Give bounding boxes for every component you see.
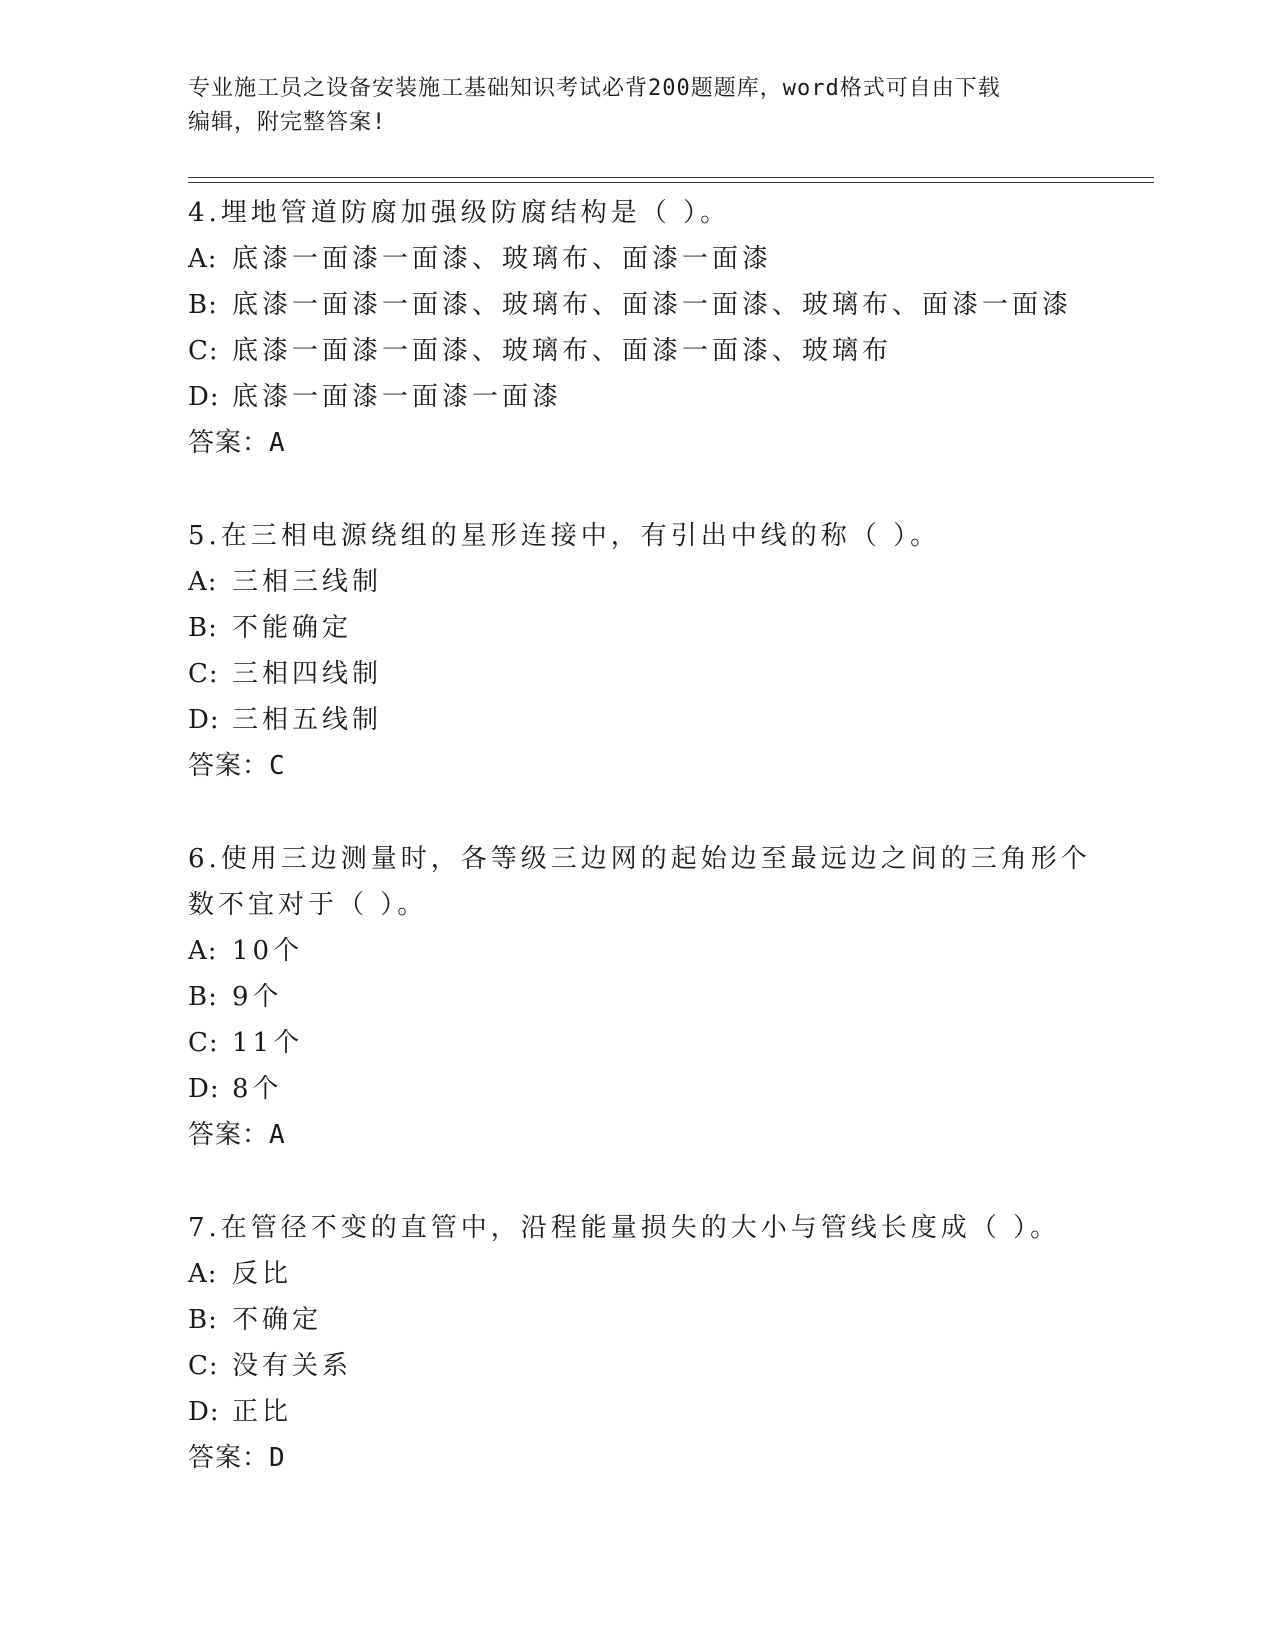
option-text: 没有关系 bbox=[232, 1351, 353, 1381]
option-b bbox=[188, 605, 1088, 651]
option-text: 三相四线制 bbox=[232, 659, 383, 689]
option-d bbox=[188, 697, 1088, 743]
option-b bbox=[188, 974, 1088, 1020]
question-stem-line: 5.在三相电源绕组的星形连接中，有引出中线的称（ ）。 bbox=[188, 521, 941, 551]
option-key: B: bbox=[188, 613, 218, 643]
option-text: 底漆一面漆一面漆、玻璃布、面漆一面漆、玻璃布 bbox=[232, 336, 893, 366]
question-stem bbox=[188, 190, 1088, 236]
option-text: 8个 bbox=[232, 1074, 283, 1104]
option-a bbox=[188, 236, 1088, 282]
option-key: C: bbox=[188, 1351, 219, 1381]
option-key: A: bbox=[188, 936, 218, 966]
option-text: 11个 bbox=[232, 1028, 304, 1058]
header-divider-top bbox=[188, 177, 1154, 178]
option-c bbox=[188, 651, 1088, 697]
option-d bbox=[188, 1066, 1088, 1112]
question-stem-line: 6.使用三边测量时，各等级三边网的起始边至最远边之间的三角形个 bbox=[188, 844, 1091, 874]
question-item bbox=[188, 513, 1088, 789]
option-a bbox=[188, 1251, 1088, 1297]
option-key: B: bbox=[188, 1305, 218, 1335]
answer-line: 答案：C bbox=[188, 751, 286, 781]
option-text: 不确定 bbox=[232, 1305, 323, 1335]
option-text: 三相五线制 bbox=[232, 705, 383, 735]
question-item bbox=[188, 1205, 1088, 1481]
option-key: A: bbox=[188, 1259, 218, 1289]
question-item bbox=[188, 836, 1091, 1158]
header-line-1: 专业施工员之设备安装施工基础知识考试必背200题题库，word格式可自由下载 bbox=[188, 76, 1001, 101]
question-stem bbox=[188, 513, 1088, 559]
question-item bbox=[188, 190, 1088, 466]
option-key: C: bbox=[188, 659, 219, 689]
option-b bbox=[188, 1297, 1088, 1343]
option-a bbox=[188, 928, 1088, 974]
option-text: 三相三线制 bbox=[232, 567, 383, 597]
option-text: 反比 bbox=[232, 1259, 293, 1289]
option-d bbox=[188, 374, 1088, 420]
answer-line: 答案：A bbox=[188, 428, 286, 458]
option-text: 底漆一面漆一面漆、玻璃布、面漆一面漆、玻璃布、面漆一面漆 bbox=[232, 290, 1073, 320]
option-d bbox=[188, 1389, 1088, 1435]
option-text: 底漆一面漆一面漆一面漆 bbox=[232, 382, 563, 412]
option-key: B: bbox=[188, 982, 218, 1012]
header-line-2: 编辑，附完整答案! bbox=[188, 110, 387, 135]
option-a bbox=[188, 559, 1088, 605]
question-stem bbox=[188, 1205, 1088, 1251]
option-key: D: bbox=[188, 705, 220, 735]
option-c bbox=[188, 1343, 1088, 1389]
option-key: C: bbox=[188, 336, 219, 366]
option-text: 底漆一面漆一面漆、玻璃布、面漆一面漆 bbox=[232, 244, 773, 274]
option-c bbox=[188, 1020, 1088, 1066]
question-stem-line: 7.在管径不变的直管中，沿程能量损失的大小与管线长度成（ ）。 bbox=[188, 1213, 1061, 1243]
option-key: D: bbox=[188, 1074, 220, 1104]
option-key: D: bbox=[188, 382, 220, 412]
option-key: A: bbox=[188, 244, 218, 274]
option-text: 10个 bbox=[232, 936, 304, 966]
question-stem-line: 数不宜对于（ ）。 bbox=[188, 890, 428, 920]
option-c bbox=[188, 328, 1088, 374]
option-key: A: bbox=[188, 567, 218, 597]
answer-line: 答案：A bbox=[188, 1120, 286, 1150]
question-stem bbox=[188, 836, 1091, 928]
option-b bbox=[188, 282, 1088, 328]
question-stem-line: 4.埋地管道防腐加强级防腐结构是（ ）。 bbox=[188, 198, 731, 228]
option-key: C: bbox=[188, 1028, 219, 1058]
option-key: D: bbox=[188, 1397, 220, 1427]
option-text: 正比 bbox=[232, 1397, 293, 1427]
header-divider-bottom bbox=[188, 182, 1154, 183]
option-text: 9个 bbox=[232, 982, 283, 1012]
option-text: 不能确定 bbox=[232, 613, 353, 643]
question-list bbox=[188, 190, 1091, 1528]
answer-line: 答案：D bbox=[188, 1443, 286, 1473]
document-header bbox=[188, 72, 1088, 140]
option-key: B: bbox=[188, 290, 218, 320]
